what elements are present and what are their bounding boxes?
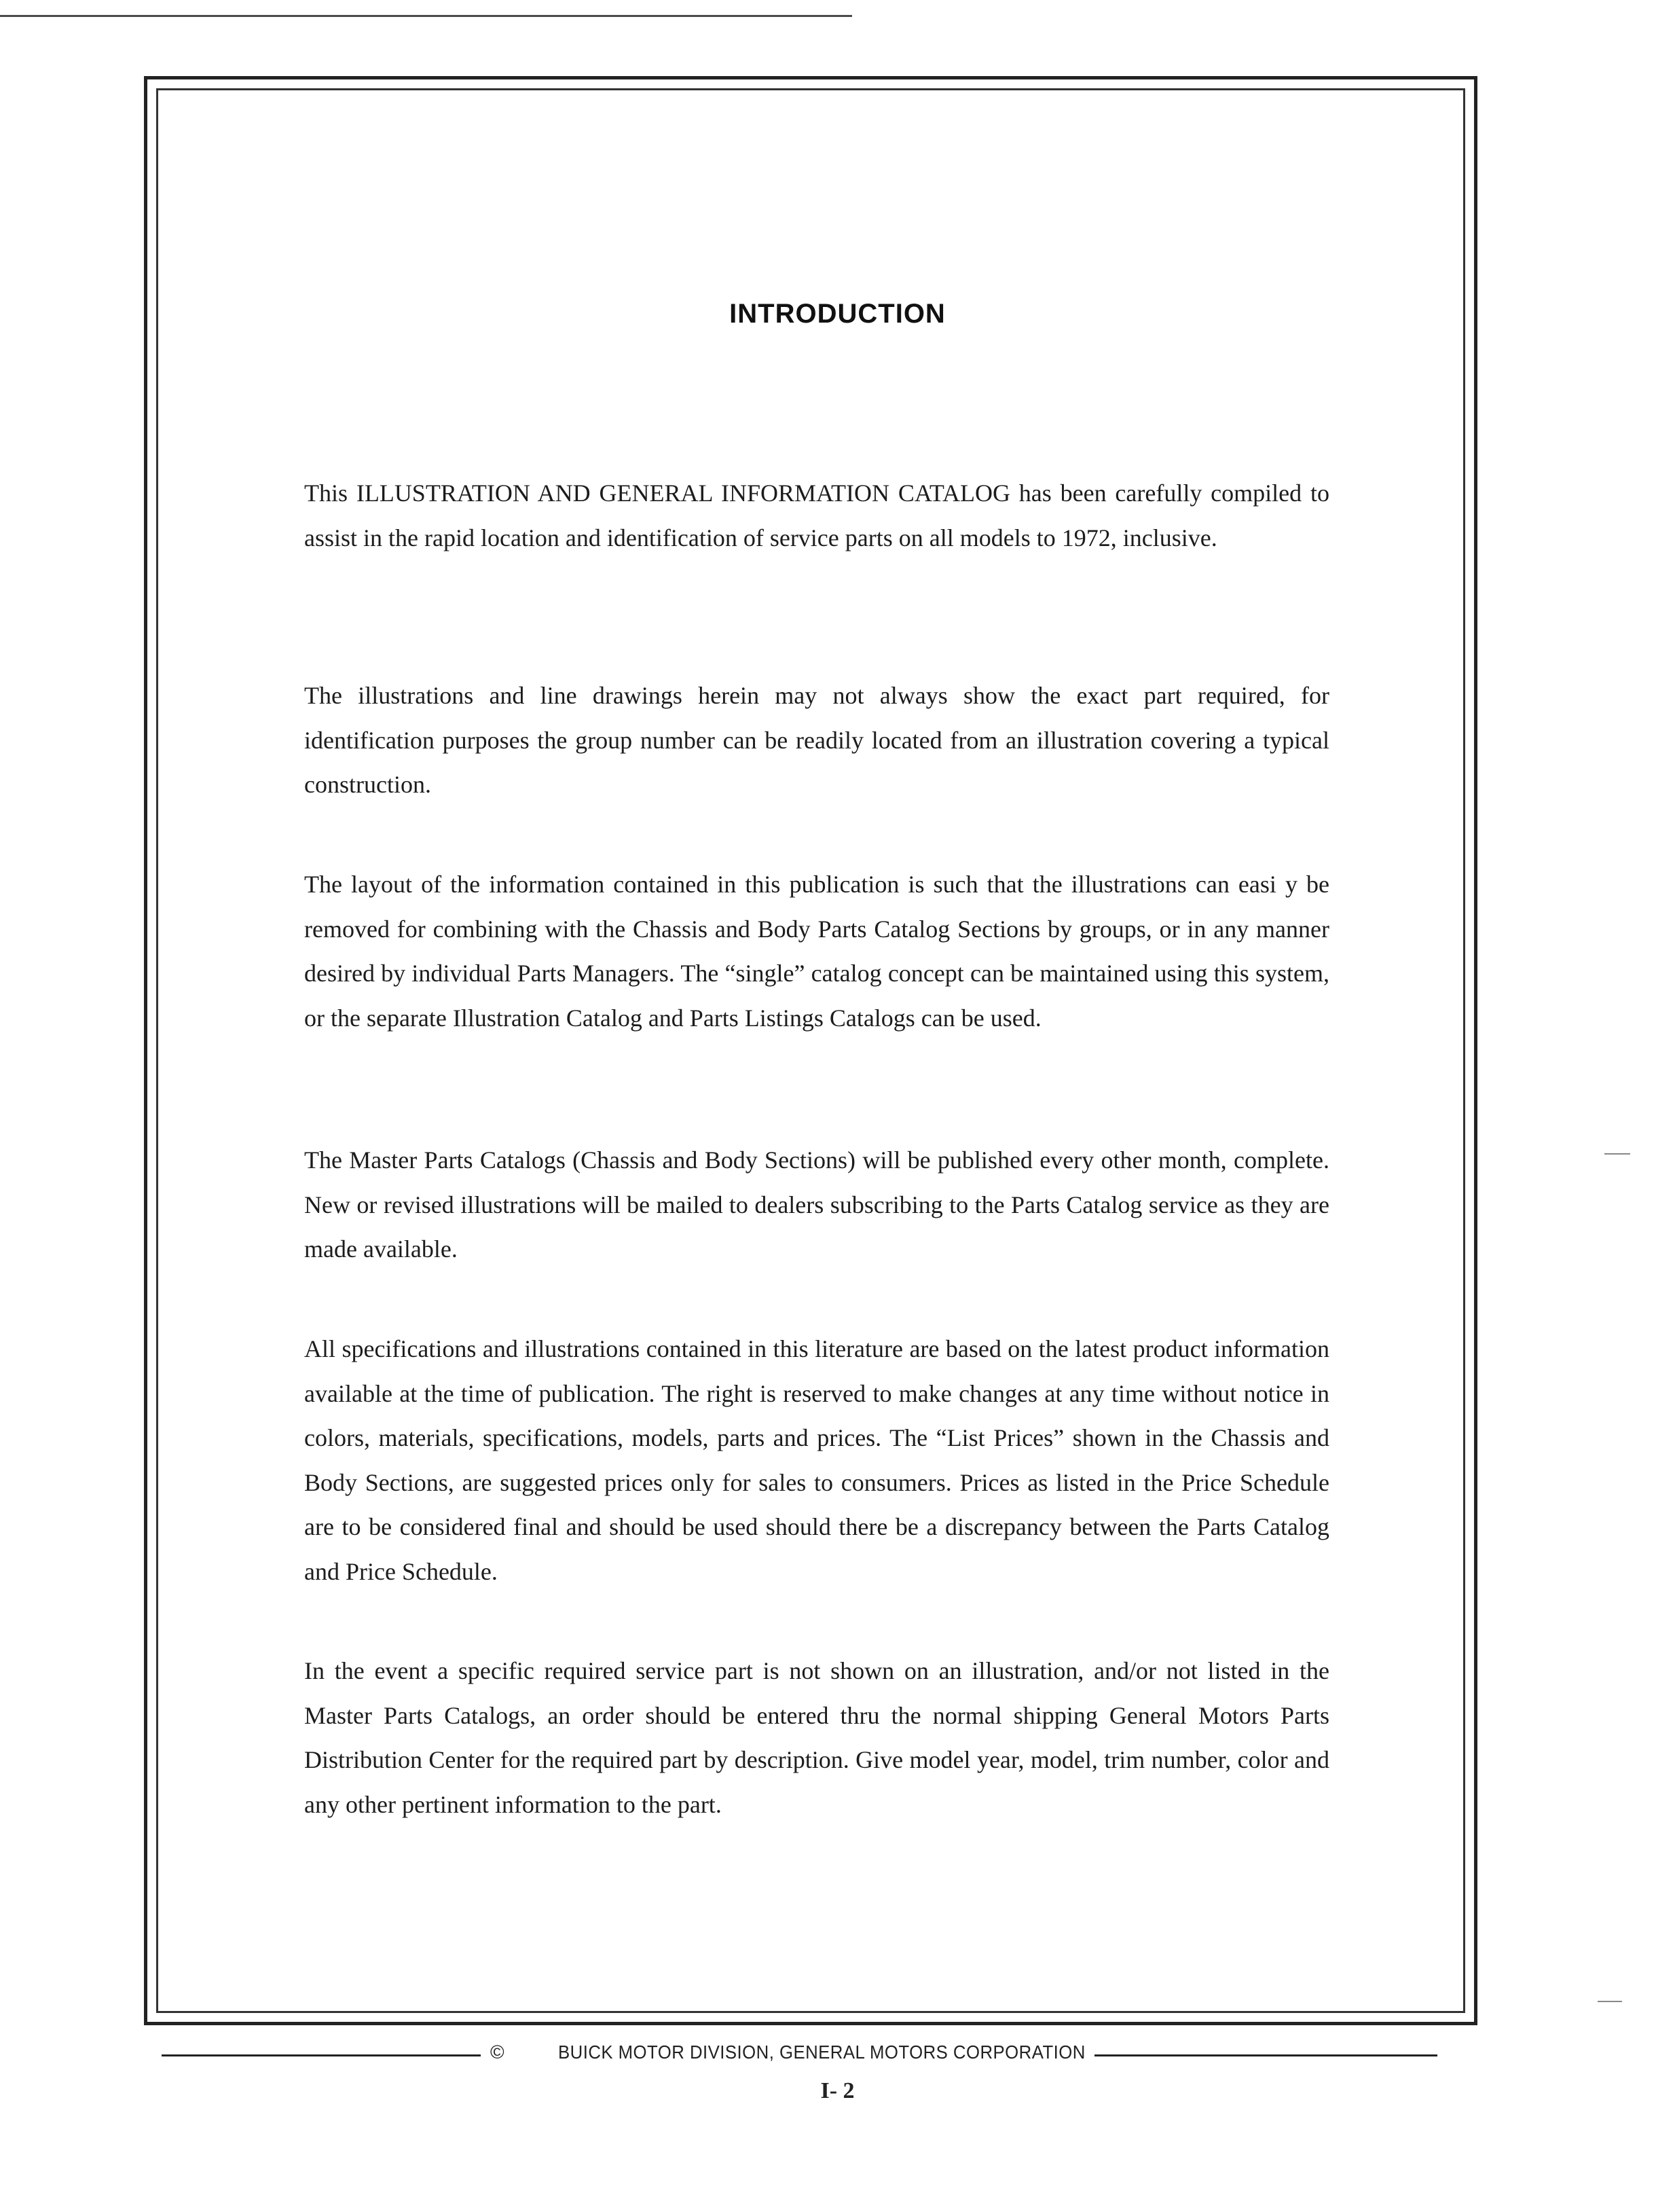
paragraph-3: The layout of the information contained in this publication is such that the illustrations can easi y be removed for combining with the Chassis and Body Parts Catalog Sections by groups, or in any manner desired by individual Parts Managers. The “single” catalog concept can be maintained using this system, or the separate Illustration Catalog and Parts Listings Catalogs can be used. <box>304 871 1329 1032</box>
footer-rule-right <box>1094 2054 1437 2056</box>
paragraph-5: All specifications and illustrations contained in this literature are based on the latest product information available at the time of publication. The right is reserved to make changes at any time without notice in colors, materials, specifications, models, parts and prices. The “List Prices” shown in the Chassis and Body Sections, are suggested prices only for sales to consumers. Prices as listed in the Price Schedule are to be considered final and should be used should there be a discrepancy between the Parts Catalog and Price Schedule. <box>304 1335 1329 1585</box>
paragraph-1: This ILLUSTRATION AND GENERAL INFORMATION CATALOG has been carefully compiled to assist in the rapid location and identification of service parts on all models to 1972, inclusive. <box>304 479 1329 551</box>
margin-scan-mark <box>1598 2001 1622 2002</box>
paragraph-6: In the event a specific required service part is not shown on an illustration, and/or not listed in the Master Parts Catalogs, an order should be entered thru the normal shipping General Motors Parts Distribution Center for the required part by description. Give model year, model, trim number, color and any other pertinent information to the part. <box>304 1657 1329 1818</box>
page-title: INTRODUCTION <box>729 299 946 329</box>
copyright-symbol: © <box>490 2042 504 2063</box>
footer-publisher: BUICK MOTOR DIVISION, GENERAL MOTORS CORPORATION <box>558 2042 1086 2063</box>
margin-scan-mark <box>1604 1153 1630 1155</box>
paragraph-2: The illustrations and line drawings herein may not always show the exact part required, for identification purposes the group number can be readily located from an illustration covering a typical construction. <box>304 682 1329 798</box>
page-number: I- 2 <box>820 2078 855 2103</box>
paragraph-4: The Master Parts Catalogs (Chassis and Body Sections) will be published every other month, complete. New or revised illustrations will be mailed to dealers subscribing to the Parts Catalog service as they are made available. <box>304 1146 1329 1263</box>
footer-rule-left <box>162 2054 481 2056</box>
top-rule <box>0 15 852 17</box>
